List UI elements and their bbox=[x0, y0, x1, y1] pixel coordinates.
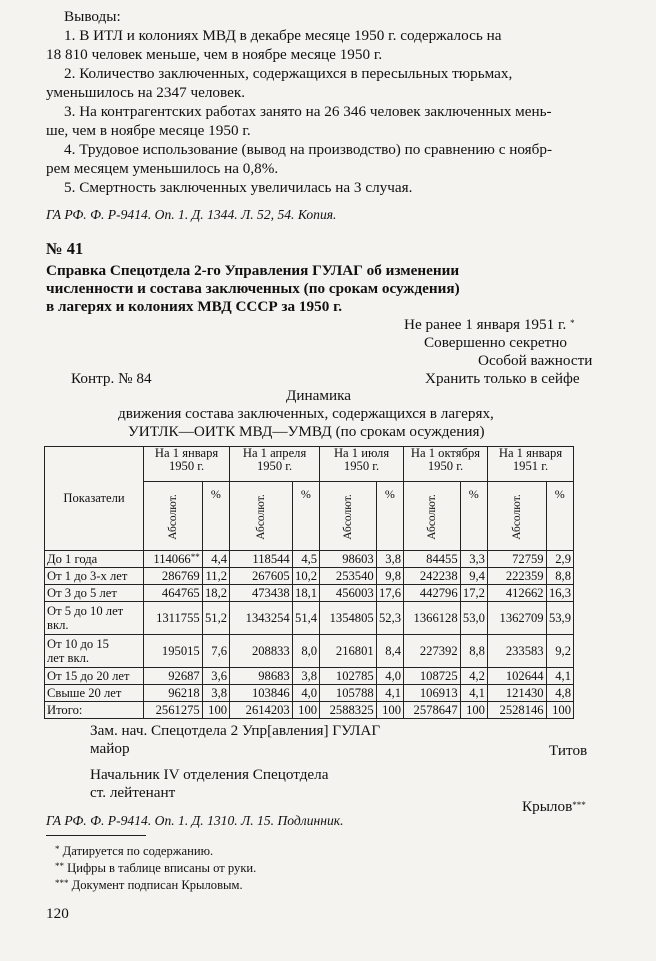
document-date: Не ранее 1 января 1951 г. * bbox=[404, 316, 575, 333]
conclusion-3: 3. На контрагентских работах занято на 26 346 человек заключенных мень- bbox=[64, 103, 552, 120]
row-label: От 10 до 15 лет вкл. bbox=[45, 635, 144, 668]
document-number: № 41 bbox=[46, 239, 84, 258]
table-row bbox=[45, 635, 574, 668]
importance-stamp: Особой важности bbox=[478, 352, 593, 369]
absolute-value-cell: 1354805 bbox=[320, 602, 377, 635]
signature-1-name: Титов bbox=[549, 742, 588, 759]
header-absolute: Абсолют. bbox=[404, 482, 461, 551]
percent-value-cell: 10,2 bbox=[292, 568, 319, 585]
conclusion-4-cont: рем месяцем уменьшилось на 0,8%. bbox=[46, 160, 279, 177]
header-absolute: Абсолют. bbox=[320, 482, 377, 551]
header-indicators: Показатели bbox=[45, 447, 144, 551]
header-period-4: На 1 октября 1950 г. bbox=[404, 447, 488, 482]
percent-value-cell: 51,2 bbox=[202, 602, 229, 635]
absolute-value-cell: 208833 bbox=[230, 635, 293, 668]
signature-2-position: Начальник IV отделения Спецотдела bbox=[90, 766, 329, 783]
absolute-value-cell: 242238 bbox=[404, 568, 461, 585]
percent-value-cell: 18,1 bbox=[292, 585, 319, 602]
percent-value-cell: 2,9 bbox=[546, 551, 573, 568]
row-label: От 3 до 5 лет bbox=[45, 585, 144, 602]
percent-value-cell: 7,6 bbox=[202, 635, 229, 668]
header-absolute: Абсолют. bbox=[487, 482, 546, 551]
percent-value-cell: 18,2 bbox=[202, 585, 229, 602]
percent-value-cell: 100 bbox=[460, 702, 487, 719]
percent-value-cell: 17,2 bbox=[460, 585, 487, 602]
conclusion-2: 2. Количество заключенных, содержащихся в пересыльных тюрьмах, bbox=[64, 65, 513, 82]
table-title-line-2: движения состава заключенных, содержащихся в лагерях, bbox=[118, 405, 494, 422]
percent-value-cell: 4,8 bbox=[546, 685, 573, 702]
row-label: Свыше 20 лет bbox=[45, 685, 144, 702]
percent-value-cell: 9,8 bbox=[376, 568, 403, 585]
absolute-value-cell: 96218 bbox=[144, 685, 203, 702]
secrecy-stamp: Совершенно секретно bbox=[424, 334, 567, 351]
absolute-value-cell: 267605 bbox=[230, 568, 293, 585]
percent-value-cell: 3,3 bbox=[460, 551, 487, 568]
header-absolute: Абсолют. bbox=[144, 482, 203, 551]
signature-2-rank: ст. лейтенант bbox=[90, 784, 176, 801]
footnote-1: * Датируется по содержанию. bbox=[55, 844, 214, 858]
absolute-value-cell: 114066** bbox=[144, 551, 203, 568]
table-row bbox=[45, 668, 574, 685]
percent-value-cell: 4,1 bbox=[376, 685, 403, 702]
absolute-value-cell: 106913 bbox=[404, 685, 461, 702]
table-row bbox=[45, 685, 574, 702]
header-percent: % bbox=[292, 482, 319, 551]
header-period-1: На 1 января 1950 г. bbox=[144, 447, 230, 482]
absolute-value-cell: 98683 bbox=[230, 668, 293, 685]
document-title-line-2: численности и состава заключенных (по срокам осуждения) bbox=[46, 280, 460, 297]
absolute-value-cell: 233583 bbox=[487, 635, 546, 668]
archive-source-2: ГА РФ. Ф. Р-9414. Оп. 1. Д. 1310. Л. 15. Подлинник. bbox=[46, 813, 344, 828]
conclusion-4: 4. Трудовое использование (вывод на производство) по сравнению с ноябр- bbox=[64, 141, 553, 158]
absolute-value-cell: 108725 bbox=[404, 668, 461, 685]
absolute-value-cell: 412662 bbox=[487, 585, 546, 602]
absolute-value-cell: 195015 bbox=[144, 635, 203, 668]
percent-value-cell: 4,1 bbox=[460, 685, 487, 702]
signature-1-rank: майор bbox=[90, 740, 130, 757]
absolute-value-cell: 105788 bbox=[320, 685, 377, 702]
absolute-value-cell: 253540 bbox=[320, 568, 377, 585]
absolute-value-cell: 102644 bbox=[487, 668, 546, 685]
conclusion-2-cont: уменьшилось на 2347 человек. bbox=[46, 84, 246, 101]
header-absolute: Абсолют. bbox=[230, 482, 293, 551]
percent-value-cell: 100 bbox=[376, 702, 403, 719]
absolute-value-cell: 222359 bbox=[487, 568, 546, 585]
row-label: От 5 до 10 лет вкл. bbox=[45, 602, 144, 635]
percent-value-cell: 4,1 bbox=[546, 668, 573, 685]
percent-value-cell: 53,0 bbox=[460, 602, 487, 635]
table-row bbox=[45, 551, 574, 568]
percent-value-cell: 4,2 bbox=[460, 668, 487, 685]
absolute-value-cell: 1311755 bbox=[144, 602, 203, 635]
absolute-value-cell: 2614203 bbox=[230, 702, 293, 719]
percent-value-cell: 3,8 bbox=[202, 685, 229, 702]
percent-value-cell: 100 bbox=[202, 702, 229, 719]
percent-value-cell: 3,6 bbox=[202, 668, 229, 685]
header-period-3: На 1 июля 1950 г. bbox=[320, 447, 404, 482]
percent-value-cell: 52,3 bbox=[376, 602, 403, 635]
percent-value-cell: 51,4 bbox=[292, 602, 319, 635]
header-percent: % bbox=[376, 482, 403, 551]
percent-value-cell: 8,8 bbox=[546, 568, 573, 585]
absolute-value-cell: 2578647 bbox=[404, 702, 461, 719]
percent-value-cell: 4,0 bbox=[376, 668, 403, 685]
percent-value-cell: 8,4 bbox=[376, 635, 403, 668]
absolute-value-cell: 473438 bbox=[230, 585, 293, 602]
percent-value-cell: 8,8 bbox=[460, 635, 487, 668]
absolute-value-cell: 102785 bbox=[320, 668, 377, 685]
absolute-value-cell: 442796 bbox=[404, 585, 461, 602]
archive-source-1: ГА РФ. Ф. Р-9414. Оп. 1. Д. 1344. Л. 52, 54. Копия. bbox=[46, 207, 337, 222]
header-period-5: На 1 января 1951 г. bbox=[487, 447, 573, 482]
percent-value-cell: 100 bbox=[292, 702, 319, 719]
absolute-value-cell: 103846 bbox=[230, 685, 293, 702]
percent-value-cell: 3,8 bbox=[376, 551, 403, 568]
conclusions-heading: Выводы: bbox=[64, 8, 121, 25]
table-row bbox=[45, 602, 574, 635]
header-percent: % bbox=[460, 482, 487, 551]
absolute-value-cell: 1366128 bbox=[404, 602, 461, 635]
absolute-value-cell: 72759 bbox=[487, 551, 546, 568]
percent-value-cell: 11,2 bbox=[202, 568, 229, 585]
signature-2-name: Крылов*** bbox=[522, 798, 586, 815]
percent-value-cell: 4,4 bbox=[202, 551, 229, 568]
absolute-value-cell: 456003 bbox=[320, 585, 377, 602]
header-period-2: На 1 апреля 1950 г. bbox=[230, 447, 320, 482]
percent-value-cell: 4,0 bbox=[292, 685, 319, 702]
percent-value-cell: 4,5 bbox=[292, 551, 319, 568]
absolute-value-cell: 1362709 bbox=[487, 602, 546, 635]
table-body bbox=[45, 551, 574, 719]
absolute-value-cell: 2528146 bbox=[487, 702, 546, 719]
table-title-line-1: Динамика bbox=[286, 387, 351, 404]
absolute-value-cell: 2588325 bbox=[320, 702, 377, 719]
row-label: Итого: bbox=[45, 702, 144, 719]
absolute-value-cell: 92687 bbox=[144, 668, 203, 685]
absolute-value-cell: 1343254 bbox=[230, 602, 293, 635]
absolute-value-cell: 118544 bbox=[230, 551, 293, 568]
absolute-value-cell: 216801 bbox=[320, 635, 377, 668]
percent-value-cell: 9,2 bbox=[546, 635, 573, 668]
percent-value-cell: 8,0 bbox=[292, 635, 319, 668]
dynamics-table bbox=[44, 446, 574, 719]
footnote-2: ** Цифры в таблице вписаны от руки. bbox=[55, 861, 257, 875]
absolute-value-cell: 98603 bbox=[320, 551, 377, 568]
conclusion-5: 5. Смертность заключенных увеличилась на 3 случая. bbox=[64, 179, 413, 196]
percent-value-cell: 53,9 bbox=[546, 602, 573, 635]
absolute-value-cell: 2561275 bbox=[144, 702, 203, 719]
document-title-line-1: Справка Спецотдела 2-го Управления ГУЛАГ об изменении bbox=[46, 262, 460, 279]
footnote-divider bbox=[46, 835, 146, 836]
row-label: От 15 до 20 лет bbox=[45, 668, 144, 685]
table-title-line-3: УИТЛК—ОИТК МВД—УМВД (по срокам осуждения) bbox=[128, 423, 485, 440]
header-percent: % bbox=[546, 482, 573, 551]
header-percent: % bbox=[202, 482, 229, 551]
percent-value-cell: 17,6 bbox=[376, 585, 403, 602]
percent-value-cell: 100 bbox=[546, 702, 573, 719]
signature-1-position: Зам. нач. Спецотдела 2 Упр[авления] ГУЛАГ bbox=[90, 722, 381, 739]
document-title-line-3: в лагерях и колониях МВД СССР за 1950 г. bbox=[46, 298, 343, 315]
safe-stamp: Хранить только в сейфе bbox=[425, 370, 580, 387]
table-row bbox=[45, 702, 574, 719]
page-number: 120 bbox=[46, 905, 69, 922]
absolute-value-cell: 227392 bbox=[404, 635, 461, 668]
row-label: До 1 года bbox=[45, 551, 144, 568]
conclusion-3-cont: ше, чем в ноябре месяце 1950 г. bbox=[46, 122, 251, 139]
absolute-value-cell: 464765 bbox=[144, 585, 203, 602]
percent-value-cell: 3,8 bbox=[292, 668, 319, 685]
percent-value-cell: 16,3 bbox=[546, 585, 573, 602]
table-header-row bbox=[45, 447, 574, 482]
conclusion-1: 1. В ИТЛ и колониях МВД в декабре месяце 1950 г. содержалось на bbox=[64, 27, 502, 44]
conclusion-1-cont: 18 810 человек меньше, чем в ноябре месяце 1950 г. bbox=[46, 46, 383, 63]
table-row bbox=[45, 568, 574, 585]
table-row bbox=[45, 585, 574, 602]
absolute-value-cell: 121430 bbox=[487, 685, 546, 702]
row-label: От 1 до 3-х лет bbox=[45, 568, 144, 585]
absolute-value-cell: 84455 bbox=[404, 551, 461, 568]
control-number: Контр. № 84 bbox=[71, 370, 152, 387]
footnote-3: *** Документ подписан Крыловым. bbox=[55, 878, 243, 892]
percent-value-cell: 9,4 bbox=[460, 568, 487, 585]
absolute-value-cell: 286769 bbox=[144, 568, 203, 585]
